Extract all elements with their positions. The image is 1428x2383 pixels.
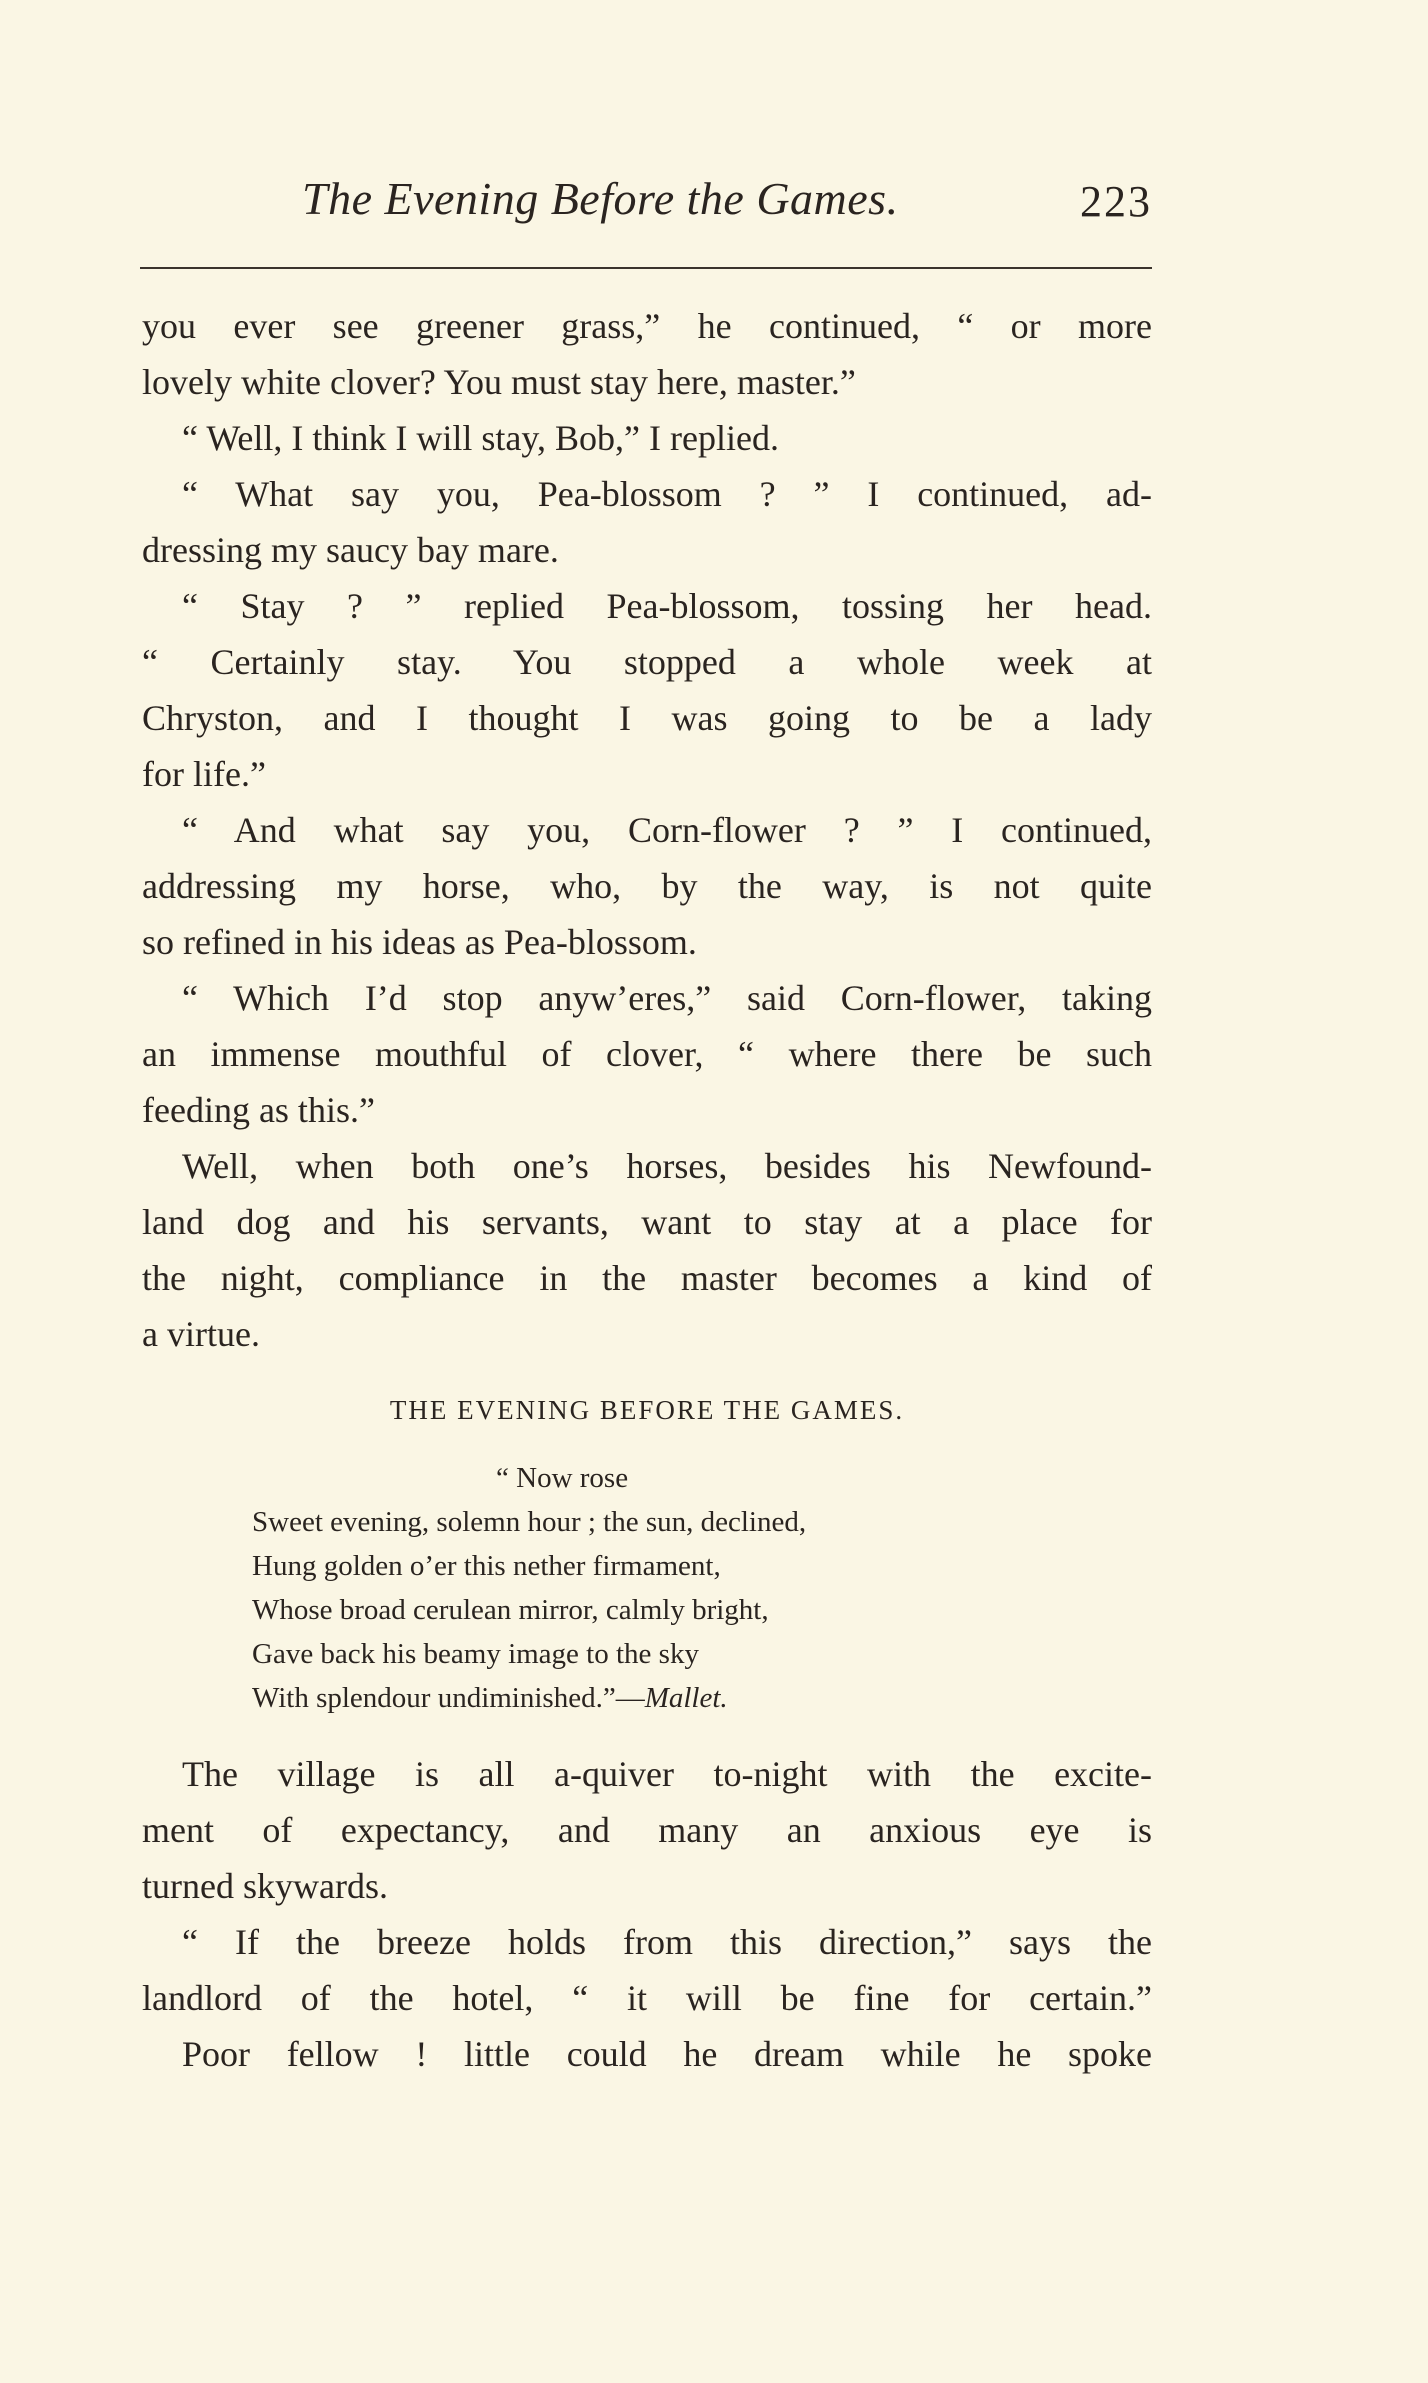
epigraph-line: “ Now rose: [496, 1462, 629, 1494]
text-line: Chryston, and I thought I was going to be a lady: [142, 698, 1152, 738]
header-rule: [140, 267, 1152, 269]
epigraph-line: Whose broad cerulean mirror, calmly bright,: [252, 1594, 769, 1626]
text-line: lovely white clover? You must stay here, master.”: [142, 362, 856, 402]
epigraph-line: With splendour undiminished.”—: [252, 1682, 645, 1714]
epigraph-line: Gave back his beamy image to the sky: [252, 1638, 699, 1670]
text-line: a virtue.: [142, 1314, 260, 1354]
text-line: “ And what say you, Corn-flower ? ” I continued,: [182, 810, 1152, 850]
text-line: land dog and his servants, want to stay at a place for: [142, 1202, 1152, 1242]
epigraph-attribution: Mallet.: [644, 1682, 728, 1714]
text-line: dressing my saucy bay mare.: [142, 530, 559, 570]
text-line: landlord of the hotel, “ it will be fine for certain.”: [142, 1978, 1152, 2018]
epigraph: [252, 1456, 1072, 1720]
text-line: “ Well, I think I will stay, Bob,” I replied.: [182, 418, 779, 458]
text-line: for life.”: [142, 754, 266, 794]
text-line: so refined in his ideas as Pea-blossom.: [142, 922, 697, 962]
text-line: The village is all a-quiver to-night with the excite-: [182, 1754, 1152, 1794]
text-line: you ever see greener grass,” he continued, “ or more: [142, 306, 1152, 346]
body-text-block-1: [142, 298, 1152, 1362]
text-line: Poor fellow ! little could he dream while he spoke: [182, 2034, 1152, 2074]
text-line: feeding as this.”: [142, 1090, 375, 1130]
text-line: the night, compliance in the master becomes a kind of: [142, 1258, 1152, 1298]
running-head: [140, 172, 1152, 242]
text-line: ment of expectancy, and many an anxious eye is: [142, 1810, 1152, 1850]
text-line: “ What say you, Pea-blossom ? ” I continued, ad-: [182, 474, 1152, 514]
text-line: “ Which I’d stop anyw’eres,” said Corn-flower, taking: [182, 978, 1152, 1018]
text-line: an immense mouthful of clover, “ where there be such: [142, 1034, 1152, 1074]
body-text-block-2: [142, 1746, 1152, 2082]
text-line: turned skywards.: [142, 1866, 388, 1906]
text-line: “ If the breeze holds from this direction,” says the: [182, 1922, 1152, 1962]
epigraph-line: Sweet evening, solemn hour ; the sun, declined,: [252, 1506, 807, 1538]
text-line: addressing my horse, who, by the way, is not quite: [142, 866, 1152, 906]
epigraph-last-line: [252, 1676, 1072, 1720]
text-line: “ Stay ? ” replied Pea-blossom, tossing her head.: [182, 586, 1152, 626]
page-number: 223: [1080, 177, 1152, 226]
text-line: “ Certainly stay. You stopped a whole week at: [142, 642, 1152, 682]
section-heading: THE EVENING BEFORE THE GAMES.: [389, 1395, 905, 1425]
running-title: The Evening Before the Games.: [302, 173, 899, 224]
epigraph-line: Hung golden o’er this nether firmament,: [252, 1550, 721, 1582]
text-line: Well, when both one’s horses, besides his Newfound-: [182, 1146, 1152, 1186]
